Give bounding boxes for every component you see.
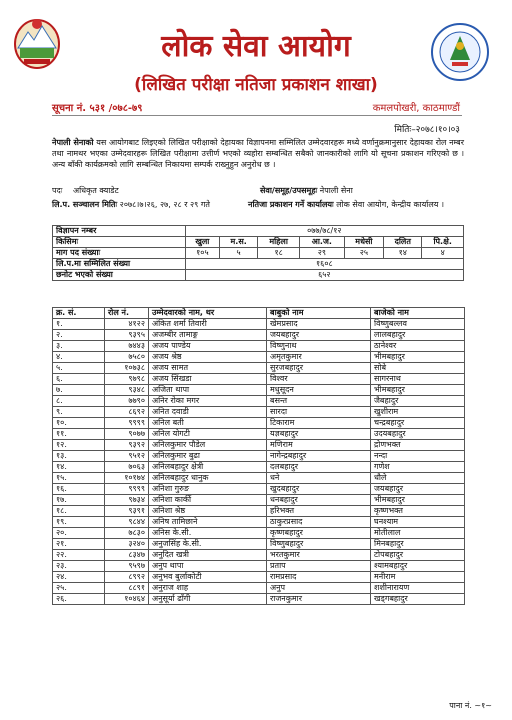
page-number: पाना नं. ~१~ <box>449 701 492 710</box>
cell-sn: १५. <box>53 473 105 484</box>
participants-value: १६०८ <box>185 259 463 270</box>
ad-no-label: विज्ञापन नम्बर <box>53 226 186 237</box>
category-cell: म.स. <box>220 237 258 248</box>
cell-name: अंकित शर्मा तिवारी <box>149 319 267 330</box>
cell-name: अनिलबहादुर धानुक <box>149 473 267 484</box>
category-cell: पि.क्षे. <box>422 237 464 248</box>
cell-name: अनित दवाडी <box>149 407 267 418</box>
cell-grandfather: जयबहादुर <box>371 484 465 495</box>
cell-grandfather: खुशीराम <box>371 407 465 418</box>
notice-date: मितिः–२०७८।१०।०३ <box>394 125 460 135</box>
cell-roll: ९८४४ <box>105 517 149 528</box>
cell-grandfather: नन्दा <box>371 451 465 462</box>
cell-father: हरिभक्त <box>267 506 371 517</box>
cell-grandfather: शशीनारायण <box>371 583 465 594</box>
ad-row <box>53 226 464 237</box>
category-cell: महिला <box>258 237 300 248</box>
demand-cell: १०५ <box>185 248 219 259</box>
cell-father: विष्णुबहादुर <box>267 539 371 550</box>
cell-sn: १८. <box>53 506 105 517</box>
cell-grandfather: मिनबहादुर <box>371 539 465 550</box>
cell-grandfather: उदयबहादुर <box>371 429 465 440</box>
cell-name: अजम्बीर तामाङ्ग <box>149 330 267 341</box>
cell-father: ठाकुरप्रसाद <box>267 517 371 528</box>
cell-roll: १०४६४ <box>105 594 149 605</box>
cell-father: बसन्त <box>267 396 371 407</box>
page-subtitle: (लिखित परीक्षा नतिजा प्रकाशन शाखा) <box>134 75 378 95</box>
summary-table <box>52 225 464 281</box>
table-row <box>53 451 465 462</box>
cell-father: सुरजबहादुर <box>267 363 371 374</box>
cell-sn: २३. <box>53 561 105 572</box>
table-row <box>53 407 465 418</box>
cell-roll: ९०७७ <box>105 429 149 440</box>
cell-father: खुदबहादुर <box>267 484 371 495</box>
cell-grandfather: द्रोणभक्त <box>371 440 465 451</box>
table-row <box>53 374 465 385</box>
table-row <box>53 440 465 451</box>
cell-father: नागेन्द्रबहादुर <box>267 451 371 462</box>
table-row <box>53 506 465 517</box>
table-row <box>53 583 465 594</box>
cell-roll: ७४४३ <box>105 341 149 352</box>
cell-roll: ४१२२ <box>105 319 149 330</box>
table-row <box>53 418 465 429</box>
table-row <box>53 550 465 561</box>
cell-father: दलबहादुर <box>267 462 371 473</box>
publisher-label: नतिजा प्रकाशन गर्ने कार्यालयः <box>248 200 334 209</box>
cell-sn: २६. <box>53 594 105 605</box>
exam-date-line <box>52 199 210 210</box>
cell-name: अनिष तामिछाने <box>149 517 267 528</box>
demand-cell: ४ <box>422 248 464 259</box>
table-row <box>53 495 465 506</box>
cell-father: विश्वर <box>267 374 371 385</box>
cell-father: प्रताप <box>267 561 371 572</box>
exam-date-value: २०७८।७।२६, २७, २८ र २९ गते <box>119 200 210 209</box>
cell-grandfather: जैबहादुर <box>371 396 465 407</box>
cell-roll: ८६९२ <box>105 407 149 418</box>
page-title: लोक सेवा आयोग <box>161 29 351 64</box>
cell-roll: ७५८० <box>105 352 149 363</box>
cell-sn: १. <box>53 319 105 330</box>
cell-roll: ७८३० <box>105 528 149 539</box>
cell-sn: ५. <box>53 363 105 374</box>
demand-cell: २९ <box>300 248 345 259</box>
cell-name: अजय श्रेष्ठ <box>149 352 267 363</box>
cell-name: अनुभव बुर्लाकोटी <box>149 572 267 583</box>
cell-sn: ७. <box>53 385 105 396</box>
col-header-sn: क्र. सं. <box>53 308 105 319</box>
category-row <box>53 237 464 248</box>
cell-name: अनिलकुमार पौडेल <box>149 440 267 451</box>
post-value: अधिकृत क्याडेट <box>72 186 119 195</box>
cell-roll: ८८९१ <box>105 583 149 594</box>
participants-row <box>53 259 464 270</box>
cell-grandfather: घनश्याम <box>371 517 465 528</box>
cell-roll: ८३४७ <box>105 550 149 561</box>
divider <box>52 115 462 116</box>
cell-grandfather: भीमबहादुर <box>371 495 465 506</box>
demand-row <box>53 248 464 259</box>
cell-roll: ९३९२ <box>105 440 149 451</box>
cell-sn: ८. <box>53 396 105 407</box>
cell-father: धने <box>267 473 371 484</box>
notice-number: सूचना नं. ५३१ /०७८-७९ <box>52 103 143 114</box>
results-table <box>52 307 465 605</box>
publisher-value: लोक सेवा आयोग, केन्द्रीय कार्यालय । <box>336 200 445 209</box>
cell-father: कृष्णबहादुर <box>267 528 371 539</box>
cell-sn: १२. <box>53 440 105 451</box>
cell-roll: ३२४० <box>105 539 149 550</box>
participants-label: लि.प.मा सम्मिलित संख्या <box>53 259 186 270</box>
cell-grandfather: धौले <box>371 473 465 484</box>
cell-roll: ९५१२ <box>105 451 149 462</box>
service-label: सेवा/समूह/उपसमूहः <box>260 186 318 195</box>
cell-grandfather: भीमबहादुर <box>371 352 465 363</box>
cell-name: अनिशा गुरुङ <box>149 484 267 495</box>
table-row <box>53 363 465 374</box>
table-row <box>53 330 465 341</box>
cell-sn: १०. <box>53 418 105 429</box>
cell-name: अजिता थापा <box>149 385 267 396</box>
selected-value: ६५२ <box>185 270 463 281</box>
cell-father: अमृतकुमार <box>267 352 371 363</box>
intro-text: यस आयोगबाट लिइएको लिखित परीक्षाको देहायका विज्ञापनमा सम्मिलित उम्मेदवारहरू मध्ये वर्णानुक्रमानुसार देहायका रोल नम्बर तथा नामथर भएका उम्मेदवारहरू लिखित परीक्षामा उत्तीर्ण भएको व्यहोरा सम्बन्धित सबैको जानकारीको लागि यो सूचना प्रकाशन गरिएको छ । अन्य बाँकी कार्यक्रमको लागि सम्बन्धित निकायमा सम्पर्क राख्नुहुन अनुरोध छ । <box>52 138 464 169</box>
cell-sn: २१. <box>53 539 105 550</box>
cell-roll: ७०६३ <box>105 462 149 473</box>
cell-grandfather: गणेश <box>371 462 465 473</box>
intro-paragraph <box>52 137 464 170</box>
cell-grandfather: खड्गबहादुर <box>371 594 465 605</box>
cell-name: अजय सिंखडा <box>149 374 267 385</box>
cell-father: यज्ञबहादुर <box>267 429 371 440</box>
col-header-grandfather: बाजेको नाम <box>371 308 465 319</box>
cell-grandfather: चन्द्रबहादुर <box>371 418 465 429</box>
cell-name: अनुदित खत्री <box>149 550 267 561</box>
cell-grandfather: कृष्णभक्त <box>371 506 465 517</box>
cell-grandfather: विष्णुबल्लव <box>371 319 465 330</box>
table-row <box>53 473 465 484</box>
cell-name: अनिलबहादुर क्षेत्री <box>149 462 267 473</box>
table-row <box>53 484 465 495</box>
cell-grandfather: मनीराम <box>371 572 465 583</box>
cell-grandfather: सागरनाथ <box>371 374 465 385</box>
cell-name: अनुसूर्या ढाँगी <box>149 594 267 605</box>
post-line <box>52 185 119 196</box>
category-cell: आ.ज. <box>300 237 345 248</box>
cell-sn: २. <box>53 330 105 341</box>
cell-father: टिकाराम <box>267 418 371 429</box>
cell-roll: ९७९८ <box>105 374 149 385</box>
cell-father: विष्णुनाथ <box>267 341 371 352</box>
cell-father: धनबहादुर <box>267 495 371 506</box>
cell-father: भरतकुमार <box>267 550 371 561</box>
demand-cell: १८ <box>258 248 300 259</box>
cell-father: अनुप <box>267 583 371 594</box>
cell-roll: ७७९० <box>105 396 149 407</box>
cell-grandfather: ठानेश्वर <box>371 341 465 352</box>
cell-roll: ९५९७ <box>105 561 149 572</box>
publisher-line <box>248 199 444 210</box>
cell-roll: ९९९९ <box>105 418 149 429</box>
cell-sn: २४. <box>53 572 105 583</box>
cell-name: अनिर रोका मगर <box>149 396 267 407</box>
table-row <box>53 561 465 572</box>
cell-grandfather: मोतीलाल <box>371 528 465 539</box>
cell-grandfather: भीमबहादुर <box>371 385 465 396</box>
table-row <box>53 462 465 473</box>
cell-sn: ९. <box>53 407 105 418</box>
cell-sn: १३. <box>53 451 105 462</box>
cell-name: अनुराज शाह <box>149 583 267 594</box>
office-location: कमलपोखरी, काठमाण्डौं <box>372 103 460 114</box>
cell-father: मधुसूदन <box>267 385 371 396</box>
cell-sn: १४. <box>53 462 105 473</box>
table-row <box>53 594 465 605</box>
col-header-father: बाबुको नाम <box>267 308 371 319</box>
table-row <box>53 517 465 528</box>
cell-grandfather: लालबहादुर <box>371 330 465 341</box>
table-row <box>53 572 465 583</box>
cell-father: राजनकुमार <box>267 594 371 605</box>
cell-roll: १०७३८ <box>105 363 149 374</box>
cell-sn: २५. <box>53 583 105 594</box>
service-line <box>260 185 353 196</box>
table-row <box>53 396 465 407</box>
cell-sn: ६. <box>53 374 105 385</box>
cell-sn: १७. <box>53 495 105 506</box>
cell-name: अनिशा श्रेष्ठ <box>149 506 267 517</box>
cell-father: खेमप्रसाद <box>267 319 371 330</box>
cell-sn: ४. <box>53 352 105 363</box>
cell-roll: १०१७४ <box>105 473 149 484</box>
selected-row <box>53 270 464 281</box>
cell-name: अजय सामत <box>149 363 267 374</box>
table-row <box>53 539 465 550</box>
cell-name: अनुप थापा <box>149 561 267 572</box>
cell-sn: २०. <box>53 528 105 539</box>
cell-roll: ९९९९ <box>105 484 149 495</box>
table-row <box>53 319 465 330</box>
cell-father: सारदा <box>267 407 371 418</box>
cell-name: अनिल योगटी <box>149 429 267 440</box>
cell-name: अनुजसिंह के.सी. <box>149 539 267 550</box>
cell-roll: ९७३४ <box>105 495 149 506</box>
cell-roll: ९३४८ <box>105 385 149 396</box>
results-header-row <box>53 308 465 319</box>
exam-date-label: लि.प. सञ्चालन मितिः <box>52 200 118 209</box>
cell-name: अजय पाण्डेय <box>149 341 267 352</box>
cell-name: अनिस के.सी. <box>149 528 267 539</box>
cell-name: अनिल बती <box>149 418 267 429</box>
cell-sn: २२. <box>53 550 105 561</box>
table-row <box>53 429 465 440</box>
cell-father: मणिराम <box>267 440 371 451</box>
category-cell: दलित <box>384 237 422 248</box>
category-cell: खुला <box>185 237 219 248</box>
col-header-name: उम्मेदवारको नाम, थर <box>149 308 267 319</box>
table-row <box>53 385 465 396</box>
cell-sn: १६. <box>53 484 105 495</box>
cell-sn: १९. <box>53 517 105 528</box>
cell-father: जयबहादुर <box>267 330 371 341</box>
cell-roll: ९३९५ <box>105 330 149 341</box>
category-cell: मधेसी <box>344 237 384 248</box>
service-value: नेपाली सेना <box>319 186 353 195</box>
cell-grandfather: श्यामबहादुर <box>371 561 465 572</box>
col-header-roll: रोल नं. <box>105 308 149 319</box>
post-label: पदः <box>52 186 63 195</box>
cell-father: रामप्रसाद <box>267 572 371 583</box>
demand-label: माग पद संख्याः <box>53 248 186 259</box>
table-row <box>53 341 465 352</box>
demand-cell: ५ <box>220 248 258 259</box>
cell-roll: ८९९२ <box>105 572 149 583</box>
selected-label: छनोट भएको संख्या <box>53 270 186 281</box>
ad-no-value: ०७७/७८/१२ <box>185 226 463 237</box>
cell-sn: ११. <box>53 429 105 440</box>
cell-roll: ९३९१ <box>105 506 149 517</box>
cell-name: अनिलकुमार बुढा <box>149 451 267 462</box>
intro-lead: नेपाली सेनाको <box>52 138 94 147</box>
cell-name: अनिशा कार्की <box>149 495 267 506</box>
demand-cell: १४ <box>384 248 422 259</box>
demand-cell: २५ <box>344 248 384 259</box>
cell-sn: ३. <box>53 341 105 352</box>
table-row <box>53 352 465 363</box>
table-row <box>53 528 465 539</box>
cell-grandfather: टोपबहादुर <box>371 550 465 561</box>
kisim-label: किसिमः <box>53 237 186 248</box>
cell-grandfather: सोबे <box>371 363 465 374</box>
